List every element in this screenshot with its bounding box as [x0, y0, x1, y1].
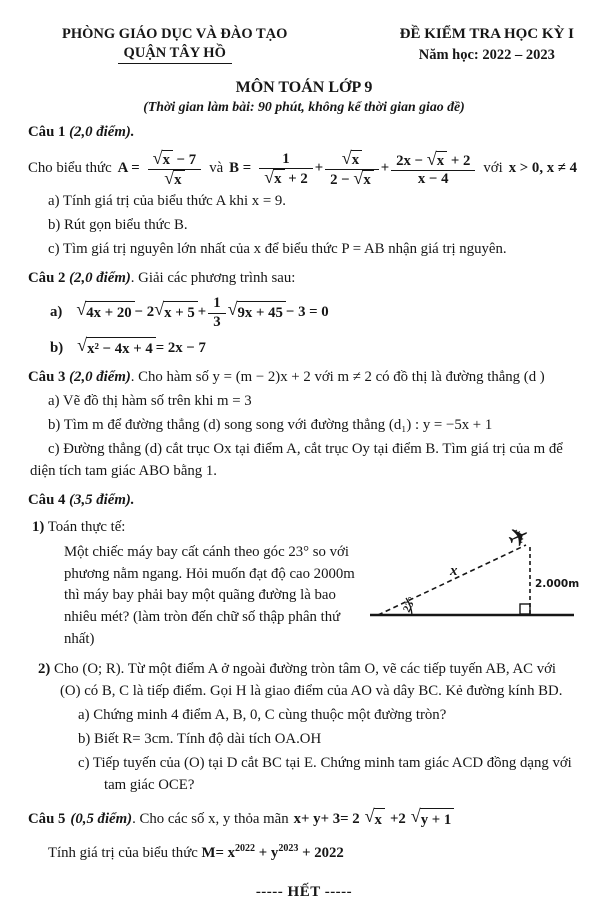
sqrt-x: √ x	[164, 170, 184, 189]
hypotenuse-label: x	[450, 562, 458, 579]
sqrt-symbol: √	[154, 299, 165, 320]
cau1-label: Câu 1	[28, 124, 66, 140]
cau1-heading	[28, 122, 580, 144]
right-angle-marker	[520, 604, 530, 614]
cau1-intro: Cho biểu thức	[28, 160, 112, 177]
cau5-line2: Tính giá trị của biểu thức $M= x^{2022} + y^{2023} + 2022$	[48, 843, 344, 862]
sqrt-symbol: √	[426, 148, 437, 169]
airplane-triangle-diagram	[366, 519, 580, 629]
cau4-points: (3,5 điểm).	[69, 491, 135, 508]
exam-title-block	[400, 26, 574, 64]
sqrt-symbol: √	[410, 806, 421, 827]
sqrt-9x-45: √ 9x + 45	[228, 301, 286, 325]
end-marker: ----- HẾT -----	[255, 884, 353, 901]
cau4-part1-text-block	[28, 517, 366, 651]
sqrt-symbol: √	[77, 334, 88, 355]
cau4-item-c: c) Tiếp tuyến của (O) tại D cắt BC tại E. Chứng minh tam giác ACD đồng dạng với tam giác OCE?	[78, 754, 572, 793]
cau1-item-a: a) Tính giá trị của biểu thức A khi x = 9.	[48, 192, 286, 209]
sqrt-symbol: √	[76, 299, 87, 320]
cau5-statement: . Cho các số x, y thỏa mãn	[132, 811, 289, 828]
sqrt-x-5: √ x + 5	[154, 301, 198, 325]
sqrt-x: √ x	[264, 169, 284, 188]
sqrt-quadratic: √ x² − 4x + 4	[77, 337, 156, 361]
cau4-part1-title-line	[28, 517, 366, 539]
exam-type-title: ĐỀ KIỂM TRA HỌC KỲ I	[399, 26, 574, 42]
item-marker: b)	[50, 339, 64, 356]
cau4-part1-problem: Một chiếc máy bay cất cánh theo góc 23° so với phương nằm ngang. Hỏi muốn đạt độ cao 2000m thì máy bay phải bay một quãng đường là bao nhiêu mét? (làm tròn đến chữ số thập phân thứ nhất)	[64, 543, 355, 648]
cau5-label: Câu 5	[28, 811, 66, 828]
expr-B-fraction-1: 1 √ x + 2	[259, 151, 313, 188]
sqrt-symbol: √	[364, 806, 375, 827]
item-marker: a)	[50, 304, 63, 321]
sqrt-symbol: √	[164, 167, 175, 188]
cau3-statement: . Cho hàm số y = (m − 2)x + 2 với m ≠ 2 có đồ thị là đường thẳng (d )	[130, 369, 545, 386]
plus-operator: +	[314, 160, 324, 177]
cau3-item-a: a) Vẽ đồ thị hàm số trên khi m = 3	[48, 393, 252, 410]
airplane-icon: ✈	[503, 519, 536, 556]
angle-label: 23°	[400, 594, 419, 615]
cau4-part2-statement: 2) Cho (O; R). Từ một điểm A ở ngoài đường tròn tâm O, vẽ các tiếp tuyến AB, AC với (O) có B, C là tiếp điểm. Gọi H là giao điểm của AO và dây BC. Kẻ đường kính BD.	[38, 661, 563, 699]
expr-B-lhs: B =	[229, 160, 252, 177]
cau2-heading	[28, 268, 580, 290]
sqrt-symbol: √	[341, 147, 352, 168]
cau3-heading	[28, 367, 580, 389]
cau3-label: Câu 3	[28, 369, 66, 386]
school-year: Năm học: 2022 – 2023	[418, 47, 555, 63]
cau1-item-b: b) Rút gọn biểu thức B.	[48, 216, 188, 233]
issuing-authority-block	[62, 26, 287, 64]
sqrt-symbol: √	[264, 166, 275, 187]
expr-B-fraction-2: √ x 2 − √ x	[325, 150, 379, 189]
cau4-part1	[28, 517, 580, 651]
cau5-equation: x+ y+ 3= 2	[293, 811, 360, 828]
hypotenuse-line	[378, 545, 526, 615]
cau5-heading: Câu 5 (0,5 điểm) . Cho các số x, y thỏa mãn x+ y+ 3= 2 √ x +2 √ y + 1	[28, 808, 580, 832]
domain-condition: x > 0, x ≠ 4	[508, 160, 578, 177]
plus-operator: +	[380, 160, 390, 177]
cau3-item-c: c) Đường thẳng (d) cắt trục Ox tại điểm A, cắt trục Oy tại điểm B. Tìm giá trị của m để diện tích tam giác ABO bằng 1.	[30, 441, 563, 479]
cau2-equation-b: b) √ x² − 4x + 4 = 2x − 7	[28, 337, 580, 361]
cau4-item-b: b) Biết R= 3cm. Tính độ dài tích OA.OH	[78, 730, 322, 747]
cau2-points: (2,0 điểm)	[69, 269, 131, 286]
sqrt-x: √ x	[353, 170, 373, 189]
expr-A-fraction: √ x − 7 √ x	[148, 150, 202, 189]
cau1-points: (2,0 điểm).	[69, 124, 135, 140]
cau3-item-b: b) Tìm m để đường thẳng (d) song song với đường thẳng (d₁) : y = −5x + 1	[48, 417, 493, 434]
cau1-formula	[28, 147, 580, 189]
cau4-item-a: a) Chứng minh 4 điểm A, B, 0, C cùng thuộc một đường tròn?	[78, 706, 447, 723]
part-marker: 1)	[32, 518, 45, 535]
part1-title: Toán thực tế:	[47, 518, 126, 535]
cau2-instruction: . Giải các phương trình sau:	[130, 269, 296, 286]
authority-name: PHÒNG GIÁO DỤC VÀ ĐÀO TẠO	[62, 26, 288, 42]
part-marker: 2)	[38, 661, 51, 678]
cau3-points: (2,0 điểm)	[69, 369, 131, 386]
expr-B-fraction-3: 2x − √ x + 2 x − 4	[391, 151, 475, 188]
sqrt-x: √ x	[365, 808, 385, 832]
cau5-points: (0,5 điểm)	[70, 811, 133, 828]
cau2-equation-a: a) √ 4x + 20 − 2 √ x + 5 + $\frac{1}{3}$ √ 9x + 45 − 3 = 0	[50, 295, 329, 330]
sqrt-x: √ x	[153, 150, 173, 169]
sqrt-x: √ x	[342, 150, 362, 169]
expr-A-lhs: A =	[117, 160, 140, 177]
height-label: 2.000m	[535, 577, 580, 590]
cau1-item-c: c) Tìm giá trị nguyên lớn nhất của x để biểu thức P = AB nhận giá trị nguyên.	[48, 240, 507, 257]
cau4-heading	[28, 490, 580, 512]
cau2-label: Câu 2	[28, 269, 66, 286]
conjunction: và	[209, 160, 224, 177]
sqrt-symbol: √	[353, 167, 364, 188]
one-third-fraction: $\frac{1}{3}$	[208, 295, 225, 330]
sqrt-symbol: √	[227, 299, 238, 320]
subject-title: MÔN TOÁN LỚP 9	[235, 79, 373, 96]
district-name: QUẬN TÂY HỒ	[118, 45, 232, 64]
header	[28, 26, 580, 64]
condition-prefix: với	[483, 160, 503, 177]
duration-note: (Thời gian làm bài: 90 phút, không kể thời gian giao đề)	[143, 99, 465, 114]
sqrt-y-1: √ y + 1	[411, 808, 455, 832]
sqrt-symbol: √	[152, 147, 163, 168]
sqrt-x: √ x	[427, 151, 447, 170]
sqrt-4x-20: √ 4x + 20	[76, 301, 134, 325]
cau4-label: Câu 4	[28, 491, 66, 508]
